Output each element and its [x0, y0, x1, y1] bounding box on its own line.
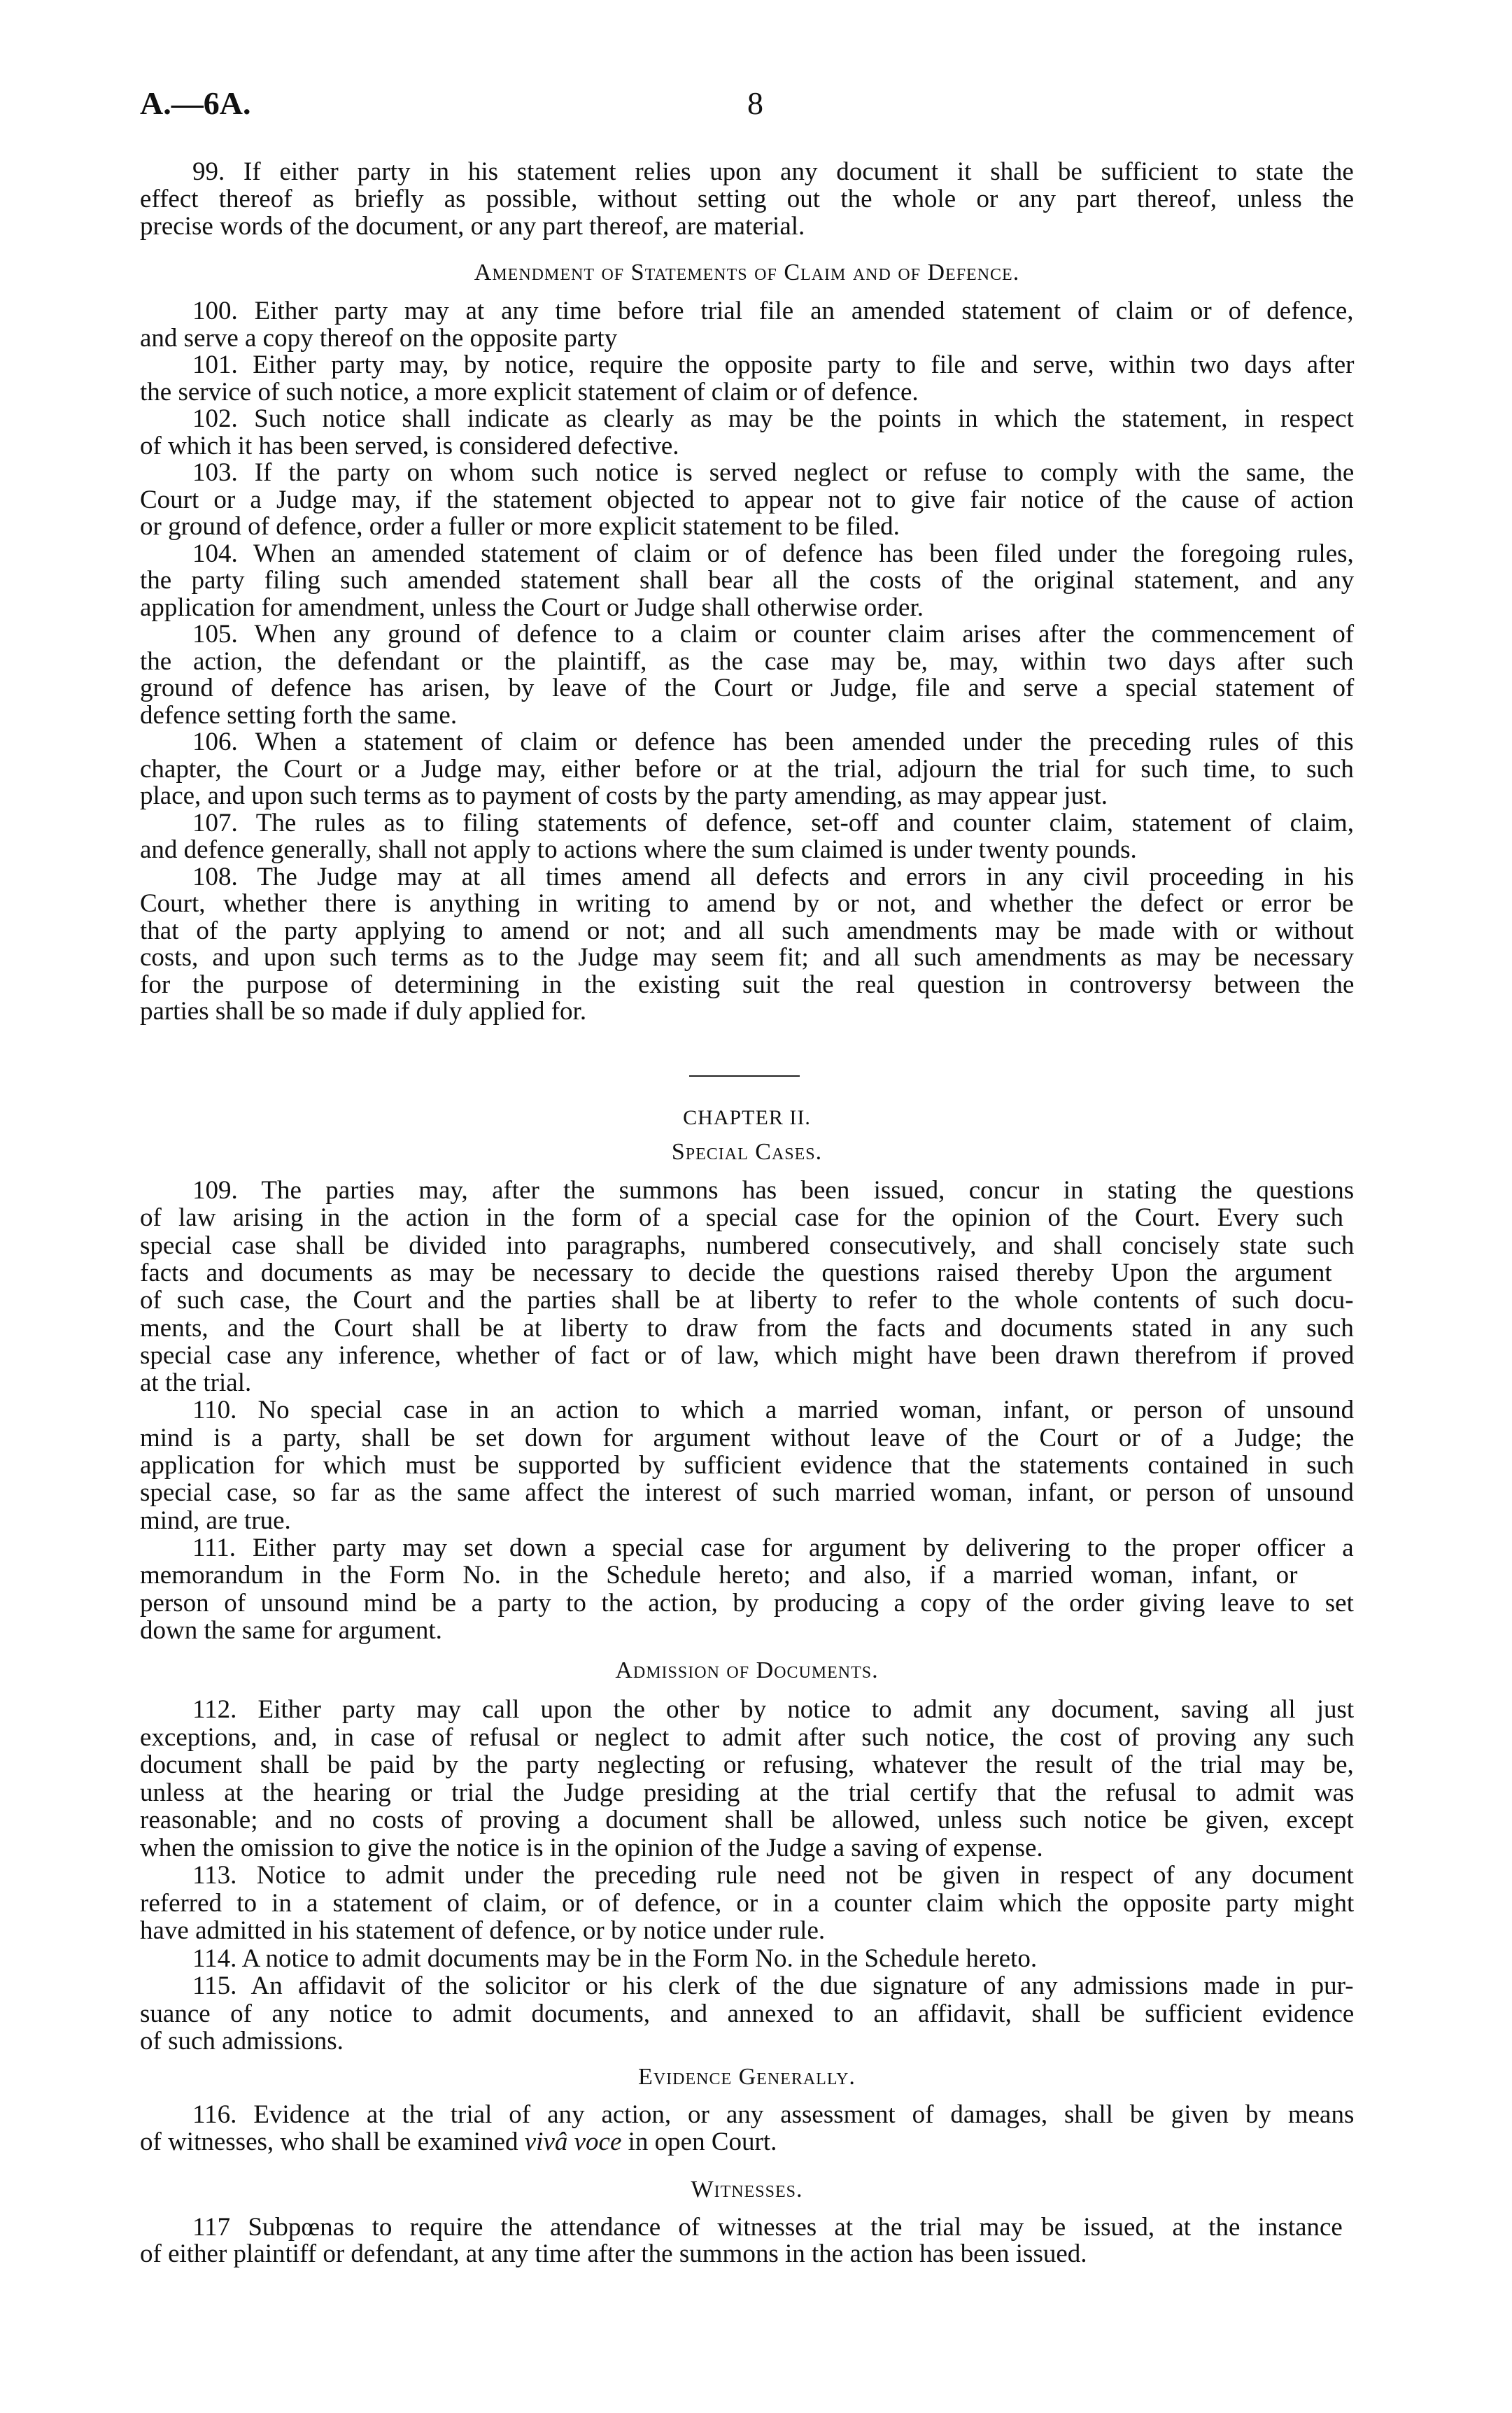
text-segment: of witnesses, who shall be examined [140, 2128, 525, 2156]
section-heading: CHAPTER II. [683, 1106, 811, 1129]
paragraph-line: special case, so far as the same affect the interest of such married woman, infant, or person of unsound [140, 1478, 1354, 1508]
paragraph-first-line: 106. When a statement of claim or defence has been amended under the preceding rules of this [192, 728, 1354, 756]
section-heading: Amendment of Statements of Claim and of Defence. [474, 260, 1020, 285]
paragraph-first-line: 102. Such notice shall indicate as clearly as may be the points in which the statement, in respect [192, 404, 1354, 433]
paragraph-first-line: 115. An affidavit of the solicitor or his clerk of the due signature of any admissions made in pur- [192, 1972, 1354, 2000]
paragraph-line: the service of such notice, a more explicit statement of claim or of defence. [140, 377, 919, 406]
paragraph-first-line: 107. The rules as to filing statements of defence, set-off and counter claim, statement of claim, [192, 808, 1355, 837]
paragraph-line: at the trial. [140, 1368, 252, 1398]
paragraph-line: suance of any notice to admit documents, and annexed to an affidavit, shall be sufficient evidence [140, 1999, 1355, 2028]
paragraph-line: that of the party applying to amend or not; and all such amendments may be made with or without [140, 916, 1354, 945]
paragraph-line: precise words of the document, or any part thereof, are material. [140, 212, 805, 241]
paragraph-line: of which it has been served, is considered defective. [140, 431, 679, 460]
paragraph-line: defence setting forth the same. [140, 700, 458, 730]
paragraph-line: mind is a party, shall be set down for argument without leave of the Court or of a Judge; the [140, 1423, 1355, 1452]
paragraph-line: mind, are true. [140, 1506, 291, 1535]
paragraph-first-line: 101. Either party may, by notice, require the opposite party to file and serve, within two days after [192, 351, 1355, 379]
paragraph-line: down the same for argument. [140, 1615, 442, 1645]
paragraph-line: exceptions, and, in case of refusal or neglect to admit after such notice, the cost of proving any such [140, 1722, 1355, 1752]
paragraph-line: memorandum in the Form No. in the Schedule hereto; and also, if a married woman, infant, or [140, 1561, 1298, 1590]
paragraph-first-line: 110. No special case in an action to which a married woman, infant, or person of unsound [192, 1396, 1355, 1425]
paragraph-line: special case any inference, whether of fact or of law, which might have been drawn therefrom if proved [140, 1340, 1355, 1370]
paragraph-line: have admitted in his statement of defence, or by notice under rule. [140, 1916, 826, 1945]
paragraph-line: or ground of defence, order a fuller or more explicit statement to be filed. [140, 512, 900, 541]
paragraph-line: and defence generally, shall not apply to actions where the sum claimed is under twenty pounds. [140, 835, 1137, 864]
document-reference: A.—6A. [140, 85, 251, 121]
paragraph-line: for the purpose of determining in the existing suit the real question in controversy between the [140, 970, 1355, 999]
paragraph-first-line: 116. Evidence at the trial of any action, or any assessment of damages, shall be given by means [192, 2100, 1355, 2129]
paragraph-line: facts and documents as may be necessary to decide the questions raised thereby Upon the argument [140, 1258, 1332, 1287]
paragraph-line: unless at the hearing or trial the Judge presiding at the trial certify that the refusal to admit was [140, 1778, 1355, 1807]
paragraph-line: Court or a Judge may, if the statement objected to appear not to give fair notice of the cause of action [140, 485, 1354, 514]
paragraph-first-line: 104. When an amended statement of claim or of defence has been filed under the foregoing rules, [192, 539, 1354, 568]
paragraph-line [140, 2128, 777, 2156]
paragraph-line: application for which must be supported by sufficient evidence that the statements contained in such [140, 1451, 1355, 1480]
section-heading: Special Cases. [671, 1139, 823, 1165]
paragraph-line: ground of defence has arisen, by leave of the Court or Judge, file and serve a special statement of [140, 674, 1355, 702]
paragraph-line: referred to in a statement of claim, or of defence, or in a counter claim which the opposite party might [140, 1888, 1355, 1918]
paragraph-line: Court, whether there is anything in writing to amend by or not, and whether the defect or error be [140, 889, 1354, 918]
paragraph-first-line: 99. If either party in his statement relies upon any document it shall be sufficient to state the [192, 157, 1354, 186]
paragraph-first-line: 113. Notice to admit under the preceding rule need not be given in respect of any document [192, 1861, 1354, 1890]
section-heading: Witnesses. [691, 2177, 803, 2202]
paragraph-first-line: 117 Subpœnas to require the attendance of witnesses at the trial may be issued, at the instance [192, 2213, 1343, 2242]
paragraph-first-line: 111. Either party may set down a special case for argument by delivering to the proper officer a [192, 1533, 1354, 1562]
paragraph-line: reasonable; and no costs of proving a document shall be allowed, unless such notice be given, except [140, 1806, 1354, 1834]
paragraph-first-line: 108. The Judge may at all times amend all defects and errors in any civil proceeding in his [192, 862, 1355, 891]
paragraph-line: when the omission to give the notice is in the opinion of the Judge a saving of expense. [140, 1833, 1043, 1862]
paragraph-line: the action, the defendant or the plaintiff, as the case may be, may, within two days after such [140, 646, 1354, 676]
paragraph-line: of law arising in the action in the form of a special case for the opinion of the Court. Every such [140, 1203, 1344, 1233]
paragraph-line: special case shall be divided into paragraphs, numbered consecutively, and shall concisely state such [140, 1231, 1355, 1260]
paragraph-line: application for amendment, unless the Court or Judge shall otherwise order. [140, 593, 924, 622]
paragraph-line: document shall be paid by the party neglecting or refusing, whatever the result of the trial may be, [140, 1750, 1354, 1779]
paragraph-first-line: 105. When any ground of defence to a claim or counter claim arises after the commencement of [192, 620, 1355, 649]
paragraph-first-line: 112. Either party may call upon the other by notice to admit any document, saving all just [192, 1695, 1355, 1724]
paragraph-first-line: 103. If the party on whom such notice is served neglect or refuse to comply with the same, the [192, 458, 1355, 487]
paragraph-line: costs, and upon such terms as to the Judge may seem fit; and all such amendments as may be necessary [140, 943, 1354, 972]
section-divider-rule [689, 1075, 800, 1077]
paragraph-first-line: 114. A notice to admit documents may be in the Form No. in the Schedule hereto. [192, 1944, 1038, 1973]
paragraph-line: of such case, the Court and the parties shall be at liberty to refer to the whole contents of such docu- [140, 1286, 1354, 1315]
paragraph-first-line: 109. The parties may, after the summons has been issued, concur in stating the questions [192, 1176, 1355, 1205]
paragraph-line: place, and upon such terms as to payment of costs by the party amending, as may appear just. [140, 781, 1108, 810]
paragraph-line: of such admissions. [140, 2027, 344, 2055]
paragraph-line: of either plaintiff or defendant, at any time after the summons in the action has been issued. [140, 2239, 1087, 2268]
section-heading: Admission of Documents. [615, 1657, 879, 1683]
text-segment: in open Court. [621, 2128, 777, 2156]
paragraph-first-line: 100. Either party may at any time before trial file an amended statement of claim or of defence, [192, 297, 1354, 325]
section-heading: Evidence Generally. [638, 2064, 856, 2090]
paragraph-line: effect thereof as briefly as possible, without setting out the whole or any part thereof, unless the [140, 185, 1355, 213]
paragraph-line: chapter, the Court or a Judge may, either before or at the trial, adjourn the trial for such time, to such [140, 754, 1354, 784]
paragraph-line: and serve a copy thereof on the opposite party [140, 323, 618, 353]
page-number: 8 [747, 85, 763, 121]
paragraph-line: person of unsound mind be a party to the action, by producing a copy of the order giving leave to set [140, 1588, 1354, 1618]
paragraph-line: the party filing such amended statement shall bear all the costs of the original statement, and any [140, 566, 1355, 595]
paragraph-line: ments, and the Court shall be at liberty to draw from the facts and documents stated in any such [140, 1313, 1354, 1343]
italic-phrase: vivâ voce [524, 2128, 622, 2156]
paragraph-line: parties shall be so made if duly applied for. [140, 997, 587, 1026]
